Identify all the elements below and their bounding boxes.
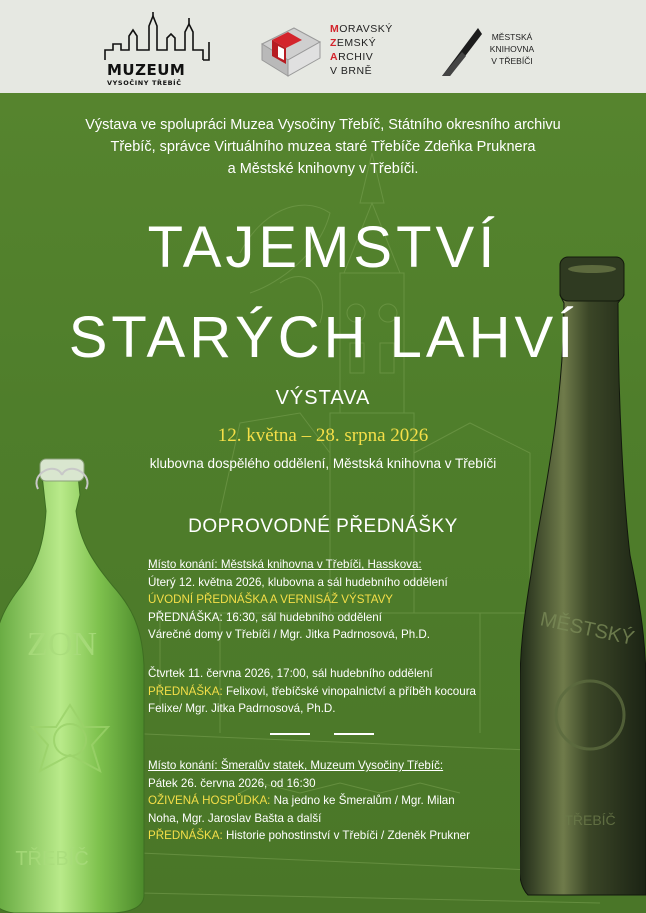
block2-label: PŘEDNÁŠKA: xyxy=(148,684,223,698)
logo-mkt-line-3: V TŘEBÍČI xyxy=(491,56,533,66)
block2-line-1: Čtvrtek 11. června 2026, 17:00, sál hudebního oddělení xyxy=(148,667,433,680)
exhibition-dates: 12. května – 28. srpna 2026 xyxy=(217,425,429,446)
logo-header xyxy=(0,0,646,93)
left-bottle-embossing: ZON xyxy=(27,626,97,663)
logo-mza-line-2: ZEMSKÝ xyxy=(330,37,377,49)
block3-place: Místo konání: Šmeralův statek, Muzeum Vysočiny Třebíč: xyxy=(148,759,444,772)
intro-line-1: Výstava ve spolupráci Muzea Vysočiny Třebíč, Státního okresního archivu xyxy=(85,117,561,133)
block3-line-4 xyxy=(148,827,528,845)
block1-line-4: Várečné domy v Třebíči / Mgr. Jitka Padrnosová, Ph.D. xyxy=(148,628,431,642)
lectures-heading: DOPROVODNÉ PŘEDNÁŠKY xyxy=(188,516,458,537)
lecture-block-1 xyxy=(148,556,528,644)
block3-label-2: PŘEDNÁŠKA: xyxy=(148,829,223,843)
logo-mza-line-4: V BRNĚ xyxy=(330,65,373,77)
logo-mkt-line-2: KNIHOVNA xyxy=(489,44,535,54)
castle-silhouette-icon xyxy=(103,12,211,62)
exhibition-venue: klubovna dospělého oddělení, Městská knihovna v Třebíči xyxy=(149,456,497,471)
title-line-1: TAJEMSTVÍ xyxy=(147,215,499,280)
block2-line-2-rest: Felixovi, třebíčské vinopalnictví a příběh kocoura xyxy=(222,684,477,698)
block3-line-2 xyxy=(148,792,528,810)
block2-line-3: Felixe/ Mgr. Jitka Padrnosová, Ph.D. xyxy=(148,702,336,716)
right-bottle-embossing: MĚSTSKÝ xyxy=(538,608,637,650)
logo-mza-line-1: MORAVSKÝ xyxy=(330,23,393,35)
block2-line-2 xyxy=(148,683,528,701)
lecture-block-3 xyxy=(148,757,528,845)
block3-label-1: OŽIVENÁ HOSPŮDKA: xyxy=(148,794,271,808)
right-bottle-bottom-text: TŘEBÍČ xyxy=(564,812,616,828)
block1-line-1: Úterý 12. května 2026, klubovna a sál hudebního oddělení xyxy=(148,575,448,589)
intro-text xyxy=(0,114,646,180)
block3-line-3: Noha, Mgr. Jaroslav Bašta a další xyxy=(148,811,322,825)
logo-mestska-knihovna xyxy=(440,26,550,78)
lecture-block-2 xyxy=(148,665,528,718)
left-bottle-bottom-text: TŘEBÍČ xyxy=(15,848,89,870)
archive-building-icon xyxy=(258,20,324,80)
logo-muzeum-vysociny xyxy=(103,12,211,86)
block1-line-2: ÚVODNÍ PŘEDNÁŠKA A VERNISÁŽ VÝSTAVY xyxy=(148,593,394,607)
book-triangle-icon xyxy=(440,26,484,78)
block3-line-4-rest: Historie pohostinství v Třebíči / Zdeněk Prukner xyxy=(222,829,470,843)
logo-muzeum-subtitle: VYSOČINY TŘEBÍČ xyxy=(107,79,182,87)
block1-place: Místo konání: Městská knihovna v Třebíči, Hasskova: xyxy=(148,558,422,571)
block3-line-2-rest: Na jedno ke Šmeralům / Mgr. Milan xyxy=(270,794,455,808)
logo-moravsky-zemsky-archiv xyxy=(258,20,408,84)
intro-line-2: Třebíč, správce Virtuálního muzea staré Třebíče Zdeňka Pruknera xyxy=(110,139,536,155)
logo-mkt-line-1: MĚSTSKÁ xyxy=(491,32,533,42)
title-line-2: STARÝCH LAHVÍ xyxy=(68,305,578,370)
logo-muzeum-title: MUZEUM xyxy=(107,61,186,79)
block1-line-3: PŘEDNÁŠKA: 16:30, sál hudebního oddělení xyxy=(148,610,382,624)
block3-line-1: Pátek 26. června 2026, od 16:30 xyxy=(148,776,316,790)
intro-line-3: a Městské knihovny v Třebíči. xyxy=(227,161,419,177)
separator-right xyxy=(334,733,374,735)
logo-mza-line-3: ARCHIV xyxy=(330,51,374,63)
subtitle: VÝSTAVA xyxy=(275,387,371,409)
separator-left xyxy=(270,733,310,735)
